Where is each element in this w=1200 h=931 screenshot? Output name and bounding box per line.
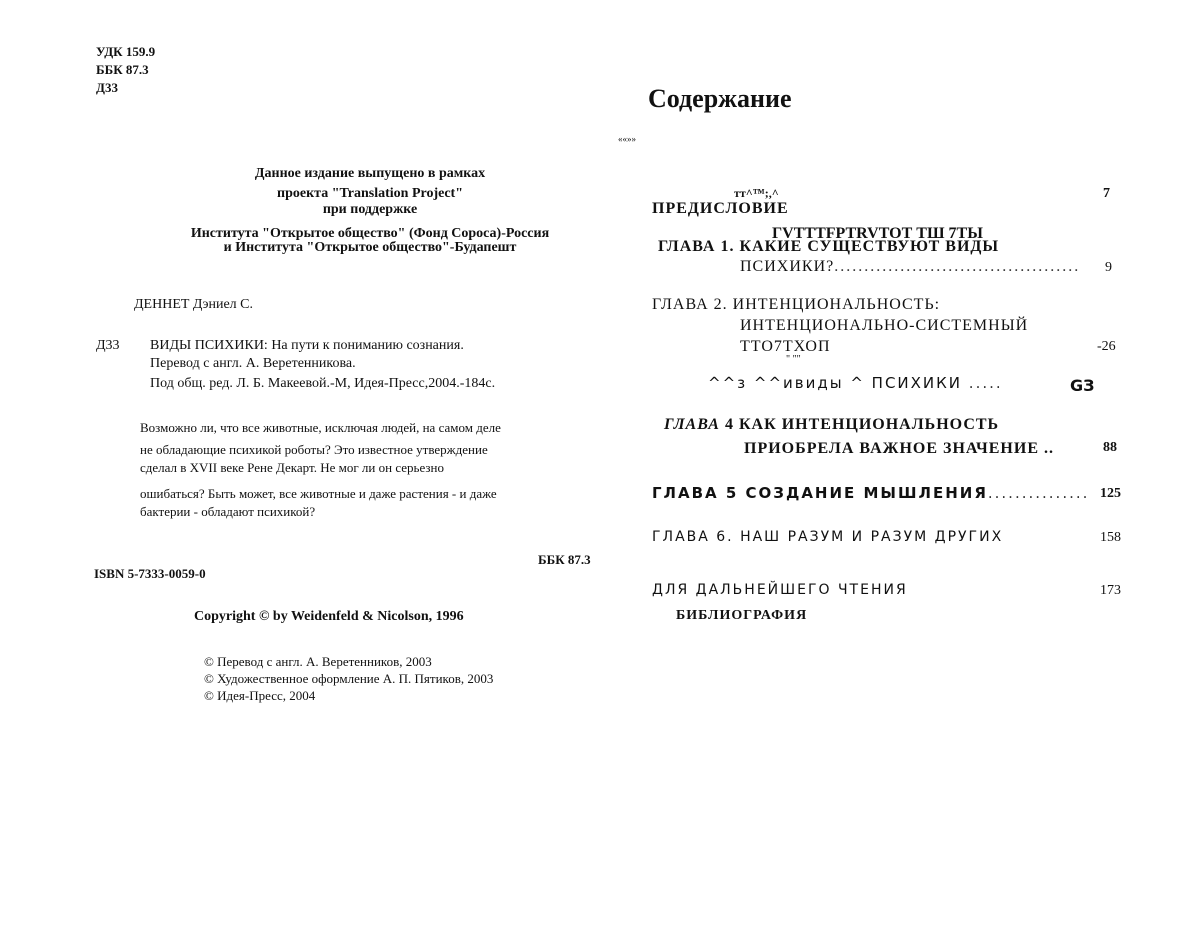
toc-page-number: 158 <box>1100 530 1121 545</box>
abstract-line: не обладающие психикой роботы? Это известное утверждение <box>140 442 488 457</box>
toc-page-number: 125 <box>1100 486 1121 501</box>
toc-chapter-3[interactable] <box>708 374 1003 392</box>
project-line: при поддержке <box>322 202 418 217</box>
credit-line: © Художественное оформление А. П. Пятиков, 2003 <box>204 671 494 686</box>
toc-chapter-number: 4 <box>724 416 734 433</box>
leader-dots: ......................................... <box>834 258 1081 275</box>
toc-text: ПСИХИКИ? <box>740 258 835 275</box>
isbn: ISBN 5-7333-0059-0 <box>94 566 206 581</box>
author-mark: Д33 <box>96 80 118 95</box>
toc-page-number: 173 <box>1100 583 1121 598</box>
book-title: ВИДЫ ПСИХИКИ: На пути к пониманию сознания. <box>150 338 464 353</box>
toc-chapter-1[interactable]: ГЛАВА 1. КАКИЕ СУЩЕСТВУЮТ ВИДЫ <box>658 238 1000 255</box>
toc-text: ГЛАВА 5 СОЗДАНИЕ МЫШЛЕНИЯ <box>652 484 988 502</box>
project-line: Данное издание выпущено в рамках <box>254 166 486 181</box>
toc-chapter-6[interactable]: ГЛАВА 6. НАШ РАЗУМ И РАЗУМ ДРУГИХ <box>652 529 1004 545</box>
toc-chapter-label: ГЛАВА <box>664 416 720 433</box>
toc-chapter-2[interactable]: ГЛАВА 2. ИНТЕНЦИОНАЛЬНОСТЬ: <box>652 296 941 313</box>
toc-preface[interactable]: ПРЕДИСЛОВИЕ <box>652 200 789 217</box>
copyright: Copyright © by Weidenfeld & Nicolson, 1996 <box>194 609 464 624</box>
abstract-line: сделал в XVII веке Рене Декарт. Не мог ли он серьезно <box>140 460 444 475</box>
edition-note: Под общ. ред. Л. Б. Макеевой.-М, Идея-Пресс,2004.-184с. <box>150 376 496 391</box>
toc-text: ^^з ^^ивиды ^ ПСИХИКИ <box>708 374 963 392</box>
ornament: ««»» <box>618 134 636 144</box>
abstract-line: бактерии - обладают психикой? <box>140 504 316 519</box>
leader-dots: ............... <box>987 484 1090 502</box>
bbk-bottom: ББК 87.3 <box>538 552 591 567</box>
toc-chapter-4-cont: ПРИОБРЕЛА ВАЖНОЕ ЗНАЧЕНИЕ .. <box>744 440 1054 457</box>
leader-dots: ..... <box>968 374 1003 392</box>
toc-chapter-2-cont: ТТО7ТХОП <box>740 338 831 355</box>
project-line: проекта "Translation Project" <box>277 186 463 201</box>
entry-code: Д33 <box>96 338 120 353</box>
scan-noise: тт^™;,^ <box>734 186 779 200</box>
toc-page-number: 88 <box>1103 440 1117 455</box>
toc-text: КАК ИНТЕНЦИОНАЛЬНОСТЬ <box>738 416 1000 433</box>
credit-line: © Перевод с англ. А. Веретенников, 2003 <box>204 654 432 669</box>
abstract-line: ошибаться? Быть может, все животные и даже растения - и даже <box>140 486 497 501</box>
project-line: Института "Открытое общество" (Фонд Сороса)-Россия <box>190 226 550 241</box>
scan-noise: " "" <box>786 354 801 365</box>
toc-further-reading[interactable]: ДЛЯ ДАЛЬНЕЙШЕГО ЧТЕНИЯ <box>652 582 908 598</box>
toc-page-number: -26 <box>1097 339 1116 354</box>
project-line: и Института "Открытое общество"-Будапешт <box>223 240 517 255</box>
toc-chapter-4[interactable] <box>664 416 999 434</box>
toc-page-number: 7 <box>1103 186 1110 201</box>
toc-chapter-1-cont <box>740 258 1080 276</box>
udk-code: УДК 159.9 <box>96 44 156 59</box>
toc-bibliography[interactable]: БИБЛИОГРАФИЯ <box>676 608 808 623</box>
scan-noise: ГVТТТFРТRVТОТ ТШ 7ТЫ <box>772 225 983 242</box>
toc-chapter-5[interactable] <box>652 484 1089 502</box>
toc-page-number: 9 <box>1105 260 1112 275</box>
abstract-line: Возможно ли, что все животные, исключая людей, на самом деле <box>140 420 501 435</box>
credit-line: © Идея-Пресс, 2004 <box>204 688 316 703</box>
toc-chapter-2-cont: ИНТЕНЦИОНАЛЬНО-СИСТЕМНЫЙ <box>740 317 1029 334</box>
page-title: Содержание <box>648 84 792 113</box>
bbk-code: ББК 87.3 <box>96 62 149 77</box>
translation-note: Перевод с англ. А. Веретенникова. <box>150 356 356 371</box>
toc-page-number: GЗ <box>1070 376 1095 395</box>
author-name: ДЕННЕТ Дэниел С. <box>134 297 254 312</box>
